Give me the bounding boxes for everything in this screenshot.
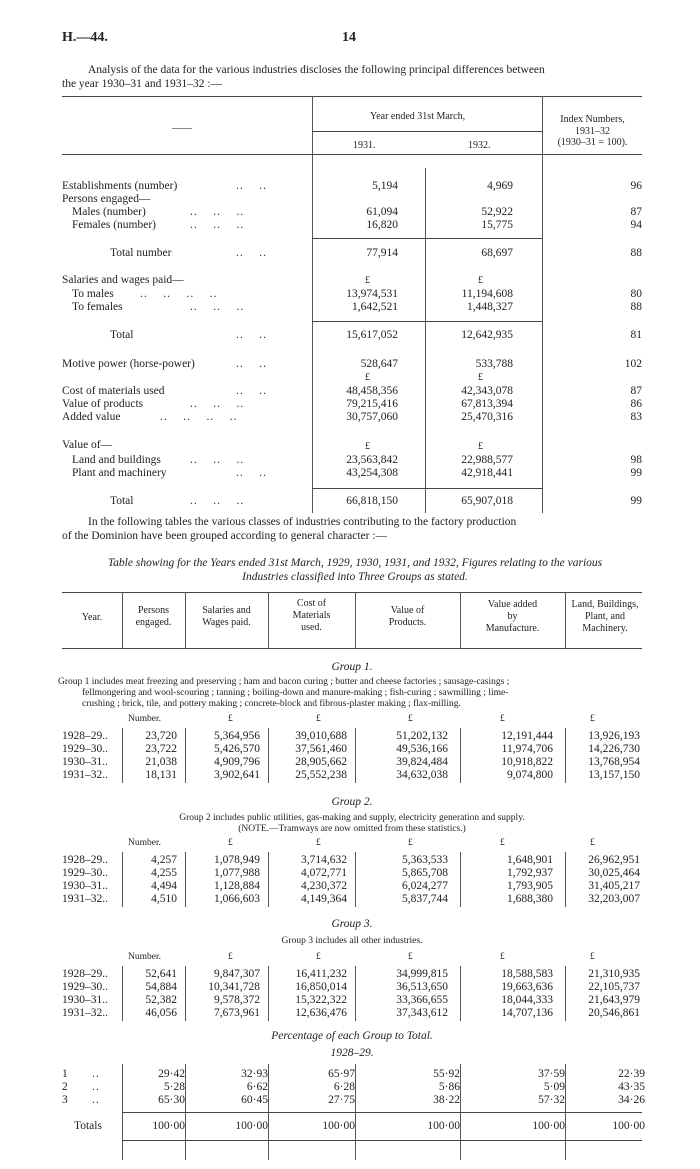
year-cell: 1930–31.. <box>62 880 108 892</box>
index-value: 83 <box>630 411 642 423</box>
group-number: 2 <box>62 1081 68 1093</box>
value-1932: 22,988,577 <box>461 454 513 466</box>
land-total: 100·00 <box>612 1120 645 1132</box>
added-cell: 12,191,444 <box>501 730 553 742</box>
header-value-1: Value of <box>390 605 425 616</box>
pound-sign: £ <box>478 372 483 383</box>
table-rule <box>62 592 642 593</box>
group-2-title: Group 2. <box>331 796 373 808</box>
land-cell: 26,962,951 <box>588 854 640 866</box>
unit-pound: £ <box>228 714 233 724</box>
value-1932: 1,448,327 <box>467 301 513 313</box>
persons-total: 100·00 <box>152 1120 185 1132</box>
value-1932: 67,813,394 <box>461 398 513 410</box>
row-label: Added value <box>62 411 121 423</box>
value-1931: 23,563,842 <box>346 454 398 466</box>
index-value: 87 <box>630 206 642 218</box>
value-pct: 38·22 <box>433 1094 460 1106</box>
group-1-desc-3: crushing ; brick, tile, and pottery making ; concrete-block and fibrous-plaster making ; flax-milling. <box>82 699 461 709</box>
header-added-3: Manufacture. <box>485 623 540 634</box>
value-1931: 16,820 <box>366 219 398 231</box>
persons-cell: 4,255 <box>151 867 177 879</box>
salaries-cell: 9,847,307 <box>214 968 260 980</box>
value-cell: 49,536,166 <box>396 743 448 755</box>
year-cell: 1929–30.. <box>62 743 108 755</box>
salaries-total: 100·00 <box>235 1120 268 1132</box>
group-2-desc-2: (NOTE.—Tramways are now omitted from these statistics.) <box>238 824 466 834</box>
persons-cell: 46,056 <box>145 1007 177 1019</box>
persons-pct: 65·30 <box>158 1094 185 1106</box>
unit-pound: £ <box>500 714 505 724</box>
value-1932: 4,969 <box>487 180 513 192</box>
added-cell: 9,074,800 <box>507 769 553 781</box>
value-cell: 37,343,612 <box>396 1007 448 1019</box>
leader-dots: .. .. .. <box>190 398 245 410</box>
year-cell: 1930–31.. <box>62 994 108 1006</box>
cost-pct: 27·75 <box>328 1094 355 1106</box>
row-label: Establishments (number) <box>62 180 178 192</box>
header-cost-2: Materials <box>292 610 331 621</box>
percentage-title: Percentage of each Group to Total. <box>271 1030 433 1042</box>
row-label: Salaries and wages paid— <box>62 274 184 286</box>
value-cell: 33,366,655 <box>396 994 448 1006</box>
value-1932: 65,907,018 <box>461 495 513 507</box>
leader-dots: .. <box>92 1068 100 1080</box>
persons-cell: 4,510 <box>151 893 177 905</box>
cost-cell: 3,714,632 <box>301 854 347 866</box>
unit-pound: £ <box>500 952 505 962</box>
cost-cell: 28,905,662 <box>295 756 347 768</box>
persons-pct: 5·28 <box>163 1081 185 1093</box>
header-rule <box>312 131 542 132</box>
persons-cell: 4,494 <box>151 880 177 892</box>
index-value: 86 <box>630 398 642 410</box>
land-cell: 21,310,935 <box>588 968 640 980</box>
sum-rule <box>122 1140 642 1141</box>
unit-pound: £ <box>228 838 233 848</box>
header-persons-2: engaged. <box>135 617 172 628</box>
year-cell: 1929–30.. <box>62 981 108 993</box>
row-label: Persons engaged— <box>62 193 151 205</box>
leader-dots: .. .. <box>236 467 267 479</box>
header-land-1: Land, Buildings, <box>571 599 639 610</box>
value-1931: 5,194 <box>372 180 398 192</box>
cost-cell: 16,411,232 <box>295 968 347 980</box>
land-cell: 13,157,150 <box>588 769 640 781</box>
index-value: 98 <box>630 454 642 466</box>
leader-dots: .. <box>92 1081 100 1093</box>
leader-dots: .. .. .. <box>190 454 245 466</box>
index-value: 87 <box>630 385 642 397</box>
unit-number: Number. <box>128 714 161 724</box>
value-1932: 12,642,935 <box>461 329 513 341</box>
land-pct: 43·35 <box>618 1081 645 1093</box>
index-value: 99 <box>630 495 642 507</box>
cost-cell: 4,230,372 <box>301 880 347 892</box>
index-value: 96 <box>630 180 642 192</box>
pound-sign: £ <box>478 441 483 452</box>
value-cell: 6,024,277 <box>402 880 448 892</box>
year-cell: 1931–32.. <box>62 769 108 781</box>
value-1932: 68,697 <box>481 247 513 259</box>
leader-dots: .. .. .. .. <box>160 411 238 423</box>
value-cell: 39,824,484 <box>396 756 448 768</box>
unit-pound: £ <box>590 714 595 724</box>
header-cost-1: Cost of <box>296 598 327 609</box>
value-1931: 66,818,150 <box>346 495 398 507</box>
sum-rule <box>312 321 542 322</box>
value-1931: 79,215,416 <box>346 398 398 410</box>
value-1932: 42,343,078 <box>461 385 513 397</box>
unit-pound: £ <box>316 952 321 962</box>
persons-cell: 52,382 <box>145 994 177 1006</box>
value-1932: 15,775 <box>481 219 513 231</box>
persons-cell: 52,641 <box>145 968 177 980</box>
intro-line-1: Analysis of the data for the various industries discloses the following principal differences between <box>88 64 545 76</box>
group-2-desc-1: Group 2 includes public utilities, gas-making and supply, electricity generation and supply. <box>179 813 525 823</box>
leader-dots: .. .. <box>236 385 267 397</box>
row-label: To females <box>72 301 123 313</box>
value-1931: 30,757,060 <box>346 411 398 423</box>
added-cell: 19,663,636 <box>501 981 553 993</box>
value-cell: 5,865,708 <box>402 867 448 879</box>
salaries-cell: 1,078,949 <box>214 854 260 866</box>
value-1931: 528,647 <box>360 358 398 370</box>
header-1932: 1932. <box>468 140 491 151</box>
table-rule <box>62 96 642 97</box>
index-value: 102 <box>624 358 642 370</box>
row-label: To males <box>72 288 114 300</box>
leader-dots: .. .. <box>236 358 267 370</box>
group-3-desc-1: Group 3 includes all other industries. <box>281 936 423 946</box>
value-1931: 77,914 <box>366 247 398 259</box>
header-added-1: Value added <box>487 599 538 610</box>
sum-rule <box>312 488 542 489</box>
value-1931: 1,642,521 <box>352 301 398 313</box>
cost-cell: 16,850,014 <box>295 981 347 993</box>
row-label: Cost of materials used <box>62 385 165 397</box>
salaries-cell: 7,673,961 <box>214 1007 260 1019</box>
persons-cell: 21,038 <box>145 756 177 768</box>
value-cell: 5,363,533 <box>402 854 448 866</box>
page-number: 14 <box>342 30 356 45</box>
group-number: 3 <box>62 1094 68 1106</box>
intro-line-2: the year 1930–31 and 1931–32 :— <box>62 78 223 90</box>
row-label: Value of products <box>62 398 144 410</box>
header-cost-3: used. <box>301 622 322 633</box>
added-cell: 1,648,901 <box>507 854 553 866</box>
sum-rule <box>312 238 542 239</box>
salaries-cell: 5,426,570 <box>214 743 260 755</box>
persons-cell: 54,884 <box>145 981 177 993</box>
value-pct: 5·86 <box>438 1081 460 1093</box>
unit-number: Number. <box>128 952 161 962</box>
group-1-desc-2: fellmongering and wool-scouring ; tanning ; boiling-down and manure-making ; fish-curing ; sawmilling ; lime- <box>82 688 509 698</box>
pound-sign: £ <box>365 441 370 452</box>
page-ref: H.—44. <box>62 30 108 45</box>
value-1931: 48,458,356 <box>346 385 398 397</box>
group-1-desc-1: Group 1 includes meat freezing and preserving ; ham and bacon curing ; butter and cheese factories ; sausage-casings ; <box>58 677 510 687</box>
salaries-pct: 60·45 <box>241 1094 268 1106</box>
value-1932: 52,922 <box>481 206 513 218</box>
header-persons-1: Persons <box>137 605 170 616</box>
header-index-title: Index Numbers, <box>560 114 625 125</box>
value-1932: 42,918,441 <box>461 467 513 479</box>
value-1932: 11,194,608 <box>461 288 513 300</box>
value-1931: 15,617,052 <box>346 329 398 341</box>
header-salaries-2: Wages paid. <box>202 617 251 628</box>
leader-dots: .. .. .. .. <box>140 288 218 300</box>
leader-dots: .. .. <box>236 329 267 341</box>
land-cell: 32,203,007 <box>588 893 640 905</box>
year-cell: 1931–32.. <box>62 893 108 905</box>
salaries-cell: 1,128,884 <box>214 880 260 892</box>
index-value: 99 <box>630 467 642 479</box>
cost-cell: 39,010,688 <box>295 730 347 742</box>
index-value: 94 <box>630 219 642 231</box>
value-cell: 36,513,650 <box>396 981 448 993</box>
added-pct: 37·59 <box>538 1068 565 1080</box>
unit-pound: £ <box>500 838 505 848</box>
header-bottom-rule <box>62 154 642 155</box>
leader-dots: .. .. .. <box>190 206 245 218</box>
group-3-title: Group 3. <box>331 918 373 930</box>
cost-cell: 37,561,460 <box>295 743 347 755</box>
salaries-pct: 6·62 <box>246 1081 268 1093</box>
header-land-3: Machinery. <box>582 623 628 634</box>
index-value: 80 <box>630 288 642 300</box>
persons-cell: 23,722 <box>145 743 177 755</box>
leader-dots: .. <box>92 1094 100 1106</box>
year-cell: 1929–30.. <box>62 867 108 879</box>
year-cell: 1928–29.. <box>62 730 108 742</box>
unit-pound: £ <box>316 714 321 724</box>
table2-title-1: Table showing for the Years ended 31st March, 1929, 1930, 1931, and 1932, Figures relating to the various <box>107 557 603 569</box>
unit-pound: £ <box>408 952 413 962</box>
value-cell: 34,632,038 <box>396 769 448 781</box>
leader-dots: .. .. .. <box>190 495 245 507</box>
land-cell: 30,025,464 <box>588 867 640 879</box>
land-cell: 20,546,861 <box>588 1007 640 1019</box>
land-cell: 13,926,193 <box>588 730 640 742</box>
row-label: Total <box>110 495 134 507</box>
row-label: Males (number) <box>72 206 146 218</box>
totals-label: Totals <box>74 1120 102 1132</box>
salaries-cell: 1,066,603 <box>214 893 260 905</box>
unit-pound: £ <box>590 952 595 962</box>
salaries-cell: 4,909,796 <box>214 756 260 768</box>
added-cell: 11,974,706 <box>501 743 553 755</box>
header-added-2: by <box>507 611 518 622</box>
percentage-year: 1928–29. <box>330 1047 374 1059</box>
land-pct: 22·39 <box>618 1068 645 1080</box>
added-pct: 5·09 <box>543 1081 565 1093</box>
header-1931: 1931. <box>353 140 376 151</box>
salaries-cell: 10,341,728 <box>208 981 260 993</box>
row-label: Value of— <box>62 439 113 451</box>
value-cell: 51,202,132 <box>396 730 448 742</box>
land-cell: 31,405,217 <box>588 880 640 892</box>
value-1932: 533,788 <box>475 358 513 370</box>
table2-title-2: Industries classified into Three Groups as stated. <box>242 571 468 583</box>
salaries-cell: 1,077,988 <box>214 867 260 879</box>
index-value: 88 <box>630 301 642 313</box>
added-cell: 10,918,822 <box>501 756 553 768</box>
persons-cell: 23,720 <box>145 730 177 742</box>
value-1931: 13,974,531 <box>346 288 398 300</box>
row-label: Motive power (horse-power) <box>62 358 195 370</box>
unit-pound: £ <box>228 952 233 962</box>
unit-pound: £ <box>590 838 595 848</box>
header-index-base: (1930–31 = 100). <box>557 137 628 148</box>
added-total: 100·00 <box>532 1120 565 1132</box>
cost-cell: 4,149,364 <box>301 893 347 905</box>
row-label: Land and buildings <box>72 454 161 466</box>
header-value-2: Products. <box>388 617 427 628</box>
added-cell: 1,793,905 <box>507 880 553 892</box>
value-1931: 43,254,308 <box>346 467 398 479</box>
salaries-cell: 5,364,956 <box>214 730 260 742</box>
unit-number: Number. <box>128 838 161 848</box>
cost-total: 100·00 <box>322 1120 355 1132</box>
row-label: Total number <box>110 247 172 259</box>
value-1931: 61,094 <box>366 206 398 218</box>
salaries-pct: 32·93 <box>241 1068 268 1080</box>
index-value: 88 <box>630 247 642 259</box>
added-cell: 1,688,380 <box>507 893 553 905</box>
leader-dots: .. .. .. <box>190 301 245 313</box>
row-label: Total <box>110 329 134 341</box>
value-1932: 25,470,316 <box>461 411 513 423</box>
cost-cell: 15,322,322 <box>295 994 347 1006</box>
pound-sign: £ <box>365 275 370 286</box>
persons-cell: 18,131 <box>145 769 177 781</box>
para2-line-2: of the Dominion have been grouped according to general character :— <box>62 530 388 542</box>
header-land-2: Plant, and <box>585 611 625 622</box>
salaries-cell: 3,902,641 <box>214 769 260 781</box>
stub-dash: —— <box>172 123 192 134</box>
leader-dots: .. .. <box>236 247 267 259</box>
added-cell: 1,792,937 <box>507 867 553 879</box>
pound-sign: £ <box>365 372 370 383</box>
year-cell: 1930–31.. <box>62 756 108 768</box>
value-cell: 34,999,815 <box>396 968 448 980</box>
row-label: Plant and machinery <box>72 467 167 479</box>
index-value: 81 <box>630 329 642 341</box>
leader-dots: .. .. .. <box>190 219 245 231</box>
land-cell: 21,643,979 <box>588 994 640 1006</box>
pound-sign: £ <box>478 275 483 286</box>
leader-dots: .. .. <box>236 180 267 192</box>
value-pct: 55·92 <box>433 1068 460 1080</box>
header-salaries-1: Salaries and <box>202 605 251 616</box>
added-cell: 18,588,583 <box>501 968 553 980</box>
row-label: Females (number) <box>72 219 156 231</box>
added-pct: 57·32 <box>538 1094 565 1106</box>
land-cell: 22,105,737 <box>588 981 640 993</box>
persons-cell: 4,257 <box>151 854 177 866</box>
header-year-ended: Year ended 31st March, <box>370 111 466 122</box>
land-pct: 34·26 <box>618 1094 645 1106</box>
cost-cell: 4,072,771 <box>301 867 347 879</box>
year-cell: 1931–32.. <box>62 1007 108 1019</box>
added-cell: 18,044,333 <box>501 994 553 1006</box>
group-number: 1 <box>62 1068 68 1080</box>
sum-rule <box>122 1112 642 1113</box>
table-rule <box>62 648 642 649</box>
header-year: Year. <box>81 612 103 623</box>
value-total: 100·00 <box>427 1120 460 1132</box>
year-cell: 1928–29.. <box>62 968 108 980</box>
salaries-cell: 9,578,372 <box>214 994 260 1006</box>
added-cell: 14,707,136 <box>501 1007 553 1019</box>
value-cell: 5,837,744 <box>402 893 448 905</box>
land-cell: 13,768,954 <box>588 756 640 768</box>
header-index-years: 1931–32 <box>575 126 610 137</box>
cost-pct: 6·28 <box>333 1081 355 1093</box>
cost-pct: 65·97 <box>328 1068 355 1080</box>
unit-pound: £ <box>316 838 321 848</box>
group-1-title: Group 1. <box>331 661 373 673</box>
year-cell: 1928–29.. <box>62 854 108 866</box>
persons-pct: 29·42 <box>158 1068 185 1080</box>
unit-pound: £ <box>408 714 413 724</box>
para2-line-1: In the following tables the various classes of industries contributing to the factory production <box>88 516 517 528</box>
land-cell: 14,226,730 <box>588 743 640 755</box>
cost-cell: 25,552,238 <box>295 769 347 781</box>
unit-pound: £ <box>408 838 413 848</box>
cost-cell: 12,636,476 <box>295 1007 347 1019</box>
